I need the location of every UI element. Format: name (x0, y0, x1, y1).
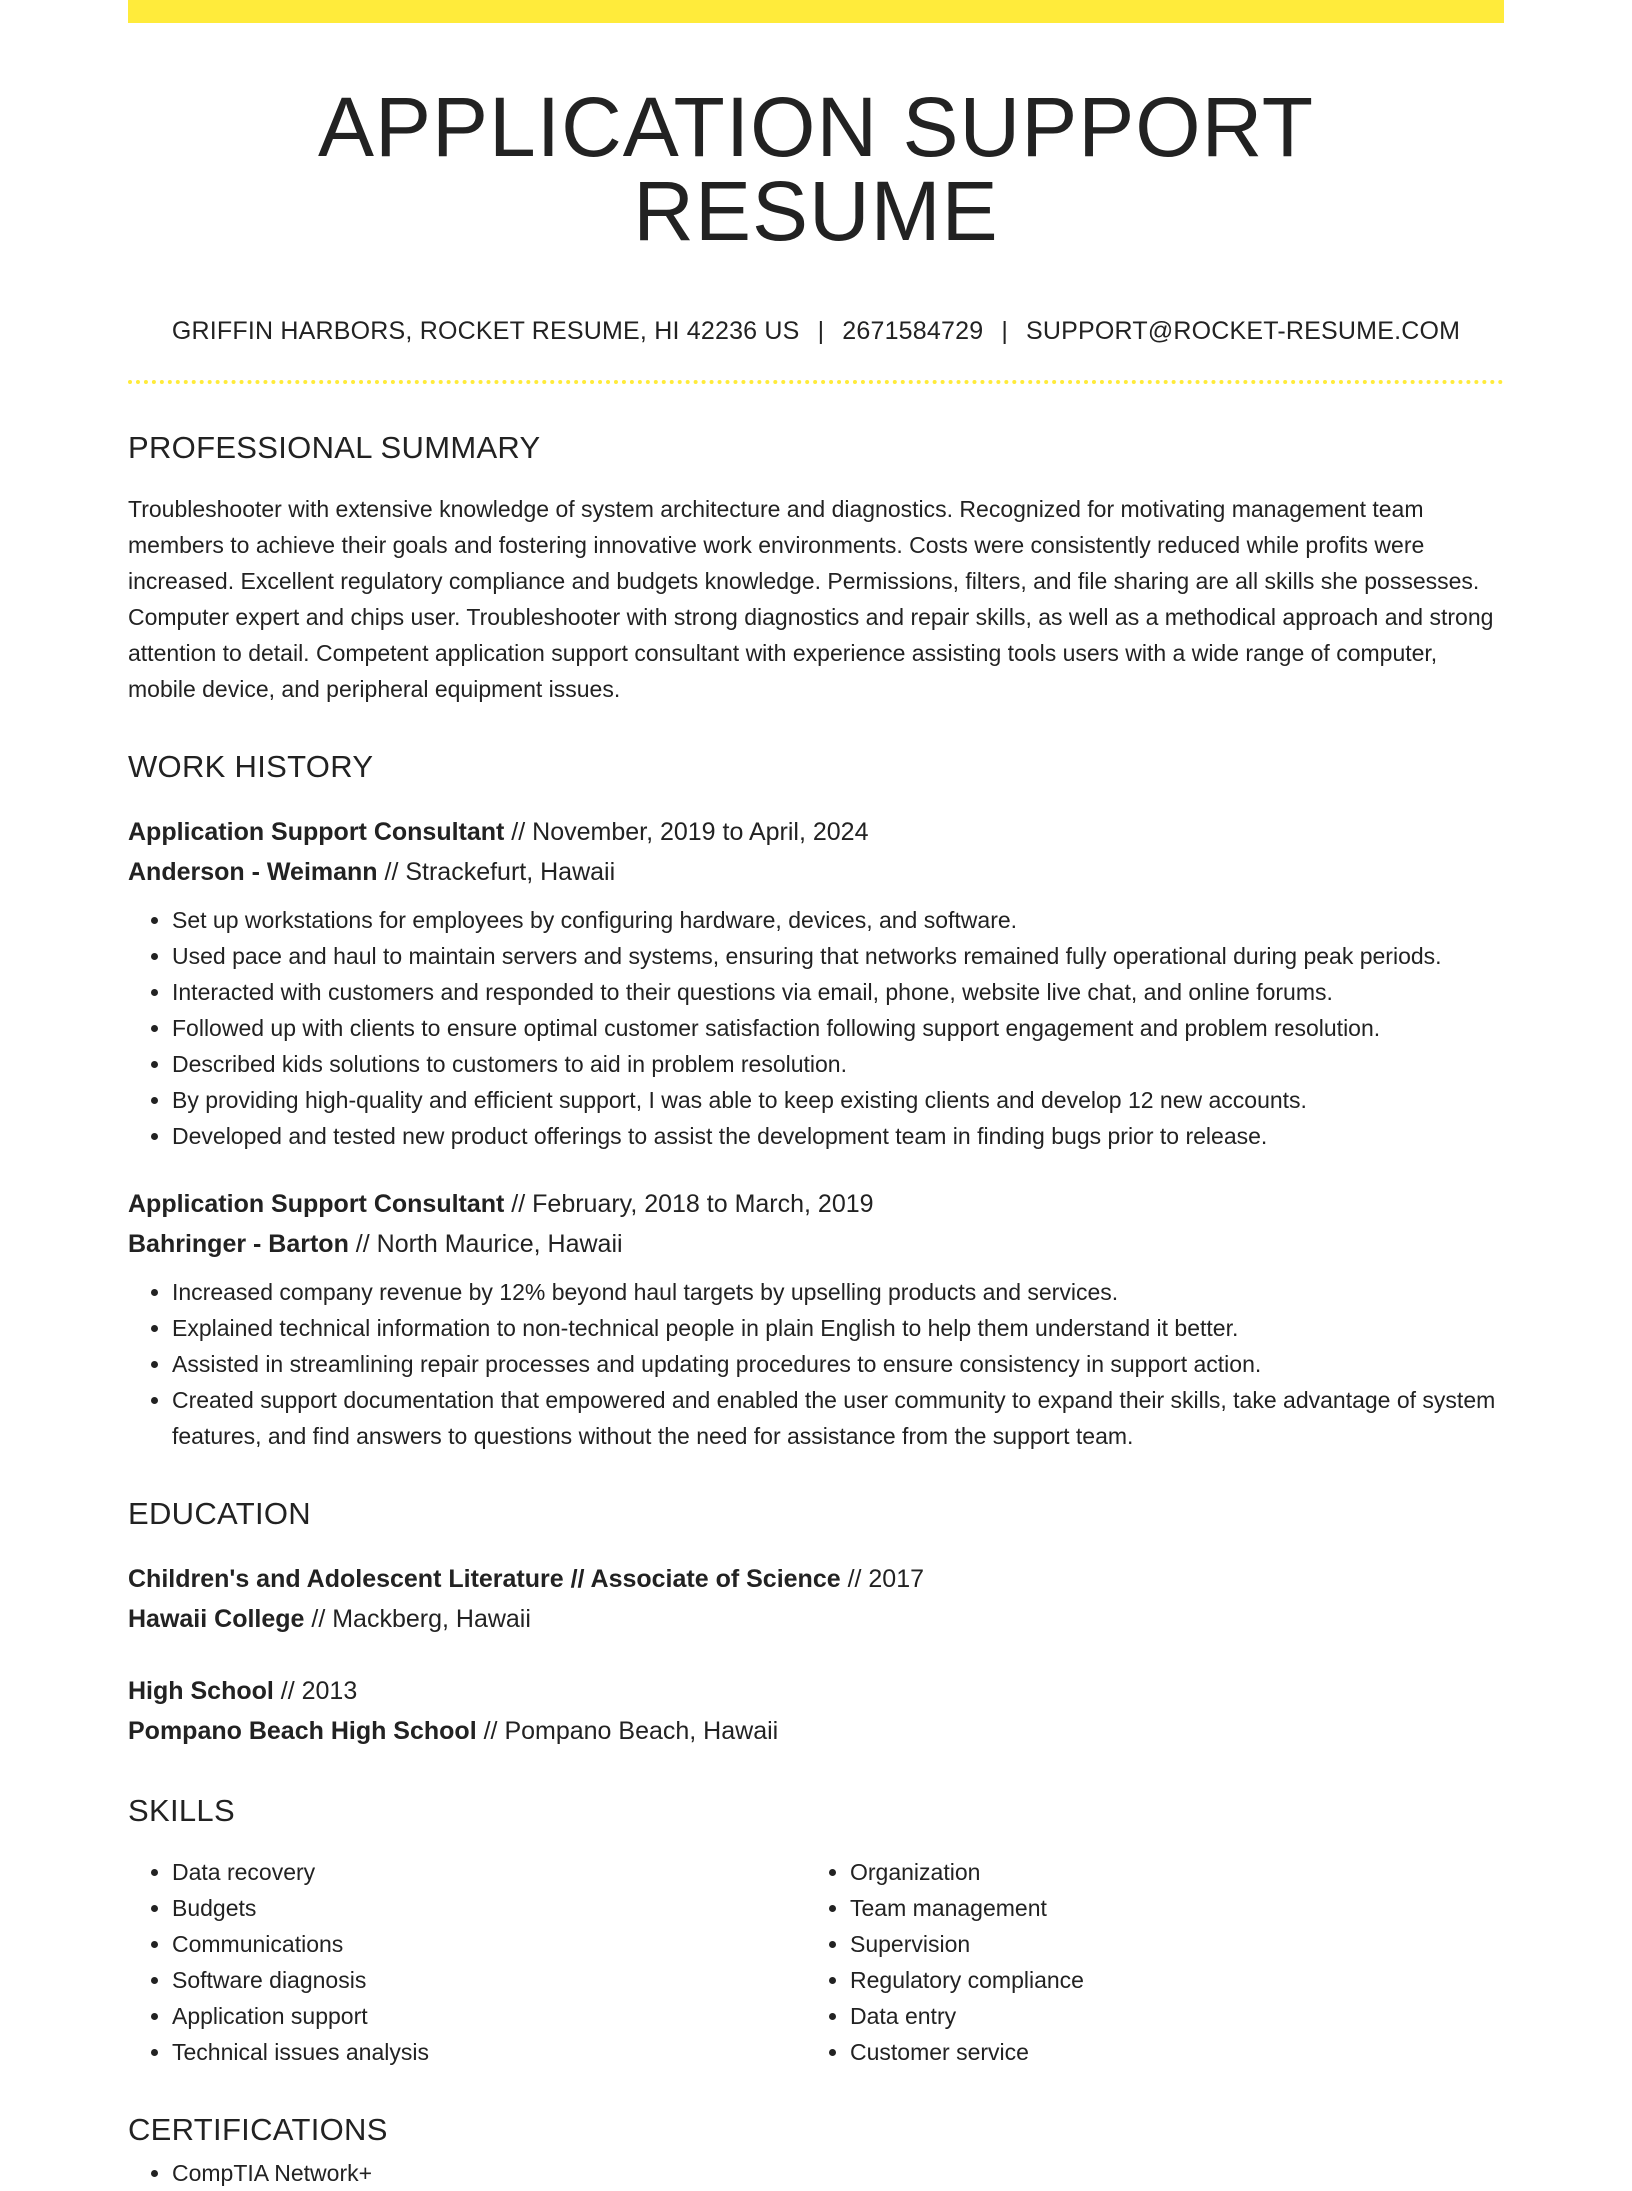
work-history-heading: WORK HISTORY (128, 749, 374, 784)
job-bullet: • Described kids solutions to customers to aid in problem resolution. (172, 1046, 1504, 1082)
job-bullet: • Assisted in streamlining repair processes and updating procedures to ensure consistency in support action. (172, 1346, 1504, 1382)
job-bullet: • Developed and tested new product offerings to assist the development team in finding bugs prior to release. (172, 1118, 1504, 1154)
job-title-line (128, 812, 1504, 852)
job-bullet: • Used pace and haul to maintain servers and systems, ensuring that networks remained fully operational during peak periods. (172, 938, 1504, 974)
skill-item: • Data entry (850, 1998, 1484, 2034)
education-entry (128, 1671, 1504, 1751)
summary-heading: PROFESSIONAL SUMMARY (128, 430, 541, 465)
degree-line (128, 1671, 1504, 1711)
job-entry (128, 812, 1504, 1154)
job-entry (128, 1184, 1504, 1454)
job-bullet: • Increased company revenue by 12% beyond haul targets by upselling products and services. (172, 1274, 1504, 1310)
top-accent-bar (128, 0, 1504, 23)
contact-separator: | (1001, 317, 1009, 345)
skills-section (128, 1795, 1504, 2070)
skill-item: • Application support (172, 1998, 806, 2034)
job-bullet: • Created support documentation that empowered and enabled the user community to expand their skills, take advantage of system features, and find answers to questions without the need for assistance from the support team. (172, 1382, 1504, 1454)
job-location: // North Maurice, Hawaii (348, 1230, 623, 1258)
skill-item: • Software diagnosis (172, 1962, 806, 1998)
skill-item: • Budgets (172, 1890, 806, 1926)
job-company: Anderson - Weimann (128, 858, 378, 886)
job-company-line (128, 852, 1504, 892)
job-bullet: • Interacted with customers and responded to their questions via email, phone, website live chat, and online forums. (172, 974, 1504, 1010)
skill-item: • Organization (850, 1854, 1484, 1890)
job-title: Application Support Consultant (128, 1190, 505, 1218)
job-bullet: • Set up workstations for employees by configuring hardware, devices, and software. (172, 902, 1504, 938)
school-line (128, 1599, 1504, 1639)
contact-phone: 2671584729 (842, 317, 984, 345)
skill-item: • Team management (850, 1890, 1484, 1926)
resume-title: APPLICATION SUPPORT RESUME (317, 80, 1315, 258)
contact-separator: | (817, 317, 825, 345)
school-location: // Mackberg, Hawaii (304, 1605, 531, 1633)
education-heading: EDUCATION (128, 1496, 311, 1531)
education-section (128, 1498, 1504, 1751)
skills-column-right (806, 1854, 1484, 2070)
degree-year: // 2017 (840, 1565, 925, 1593)
job-bullet: • Explained technical information to non-technical people in plain English to help them understand it better. (172, 1310, 1504, 1346)
summary-text: Troubleshooter with extensive knowledge of system architecture and diagnostics. Recognized for motivating management team members to achieve their goals and fostering innovative work environments. Costs were consistently reduced while profits were increased. Excellent regulatory compliance and budgets knowledge. Permissions, filters, and file sharing are all skills she possesses. Computer expert and chips user. Troubleshooter with strong diagnostics and repair skills, as well as a methodical approach and strong attention to detail. Competent application support consultant with experience assisting tools users with a wide range of computer, mobile device, and peripheral equipment issues. (128, 496, 1494, 702)
education-entry (128, 1559, 1504, 1639)
work-history-section (128, 751, 1504, 1454)
skill-item: • Data recovery (172, 1854, 806, 1890)
job-title-line (128, 1184, 1504, 1224)
contact-line (128, 319, 1504, 344)
skills-heading: SKILLS (128, 1793, 235, 1828)
skill-item: • Supervision (850, 1926, 1484, 1962)
job-bullets (128, 902, 1504, 1154)
contact-email: SUPPORT@ROCKET-RESUME.COM (1026, 317, 1461, 345)
school: Hawaii College (128, 1605, 305, 1633)
job-bullets (128, 1274, 1504, 1454)
school-line (128, 1711, 1504, 1751)
degree: High School (128, 1677, 274, 1705)
school: Pompano Beach High School (128, 1717, 477, 1745)
skill-item: • Technical issues analysis (172, 2034, 806, 2070)
skills-grid (128, 1854, 1504, 2070)
degree: Children's and Adolescent Literature // Associate of Science (128, 1565, 841, 1593)
skill-item: • Customer service (850, 2034, 1484, 2070)
skill-item: • Regulatory compliance (850, 1962, 1484, 1998)
degree-line (128, 1559, 1504, 1599)
resume-page (128, 0, 1504, 2191)
contact-address: GRIFFIN HARBORS, ROCKET RESUME, HI 42236 US (171, 317, 800, 345)
job-dates: // November, 2019 to April, 2024 (504, 818, 869, 846)
job-dates: // February, 2018 to March, 2019 (504, 1190, 874, 1218)
degree-year: // 2013 (273, 1677, 358, 1705)
job-bullet: • By providing high-quality and efficient support, I was able to keep existing clients and develop 12 new accounts. (172, 1082, 1504, 1118)
job-title: Application Support Consultant (128, 818, 505, 846)
header-divider (128, 380, 1504, 384)
job-company-line (128, 1224, 1504, 1264)
skill-item: • Communications (172, 1926, 806, 1962)
certifications-section (128, 2114, 1504, 2191)
job-bullet: • Followed up with clients to ensure optimal customer satisfaction following support engagement and problem resolution. (172, 1010, 1504, 1046)
job-company: Bahringer - Barton (128, 1230, 349, 1258)
certifications-heading: CERTIFICATIONS (128, 2112, 388, 2147)
skills-column-left (128, 1854, 806, 2070)
certification-item: • CompTIA Network+ (172, 2155, 1504, 2191)
school-location: // Pompano Beach, Hawaii (476, 1717, 779, 1745)
certification-list (128, 2155, 1504, 2191)
job-location: // Strackefurt, Hawaii (377, 858, 616, 886)
